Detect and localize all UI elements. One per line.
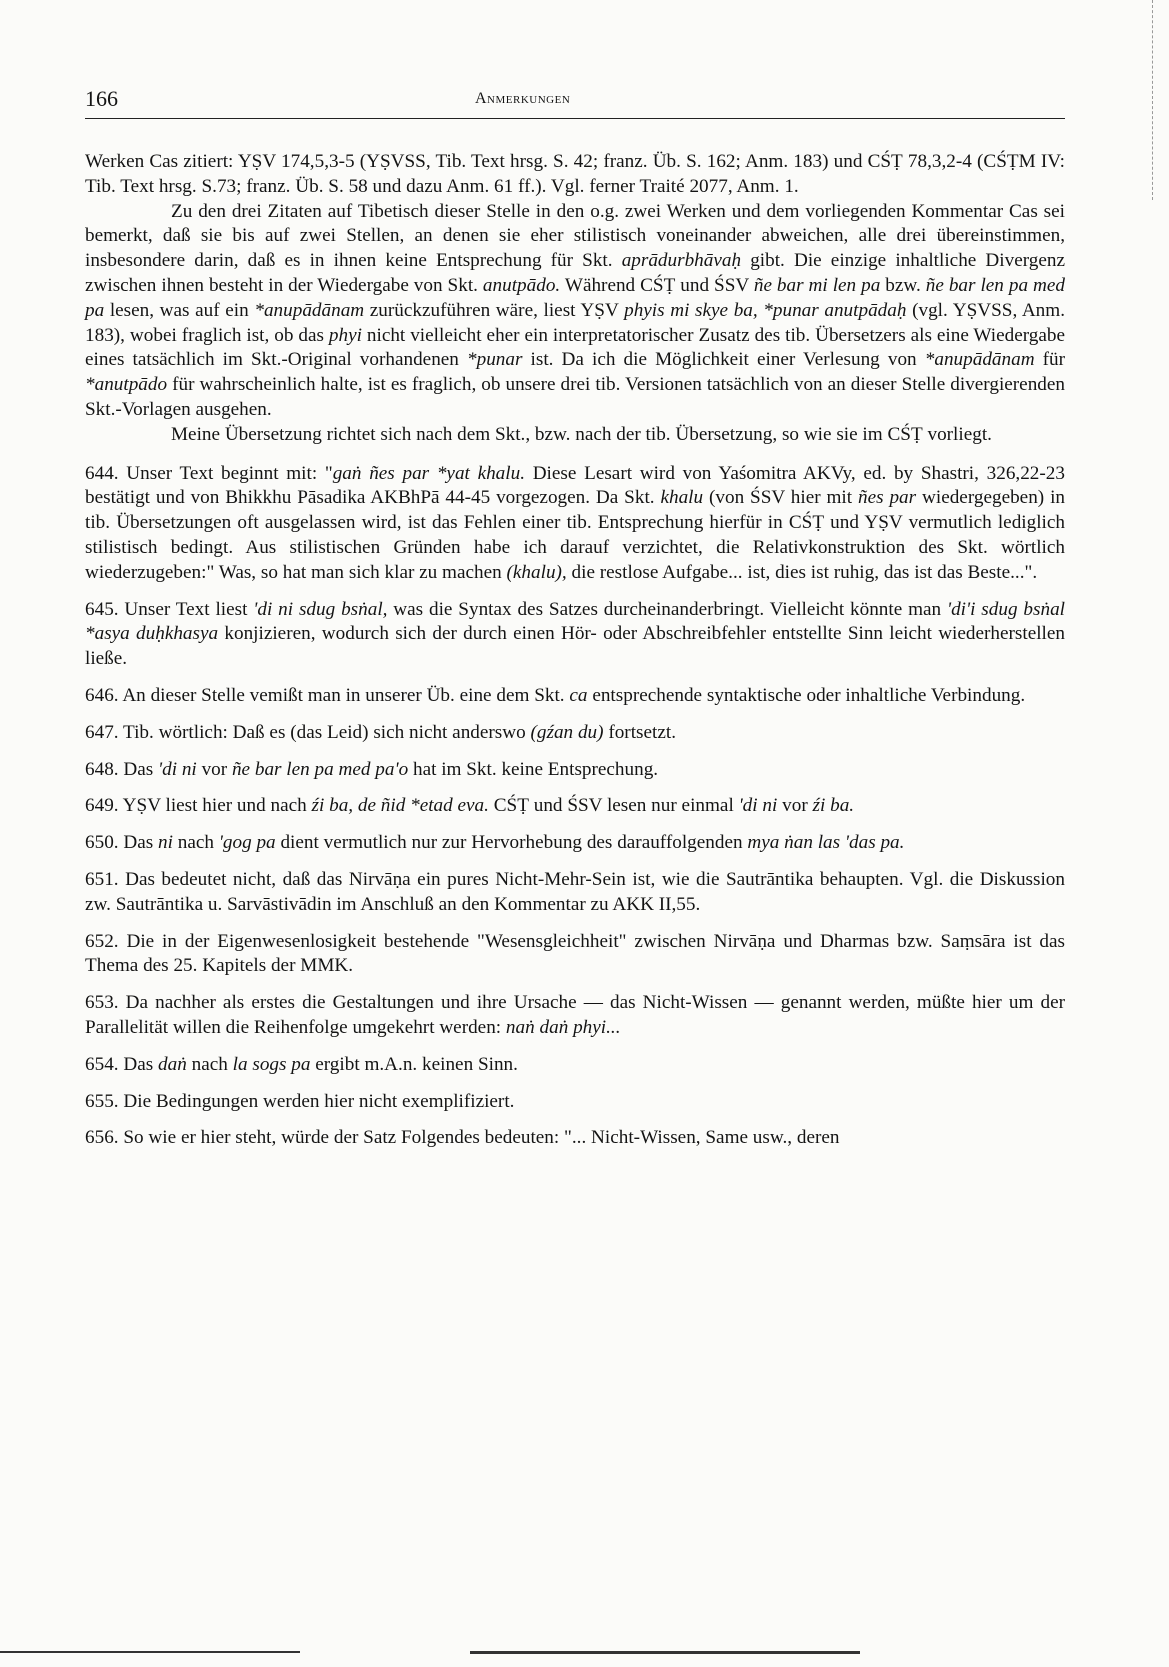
italic-term: daṅ	[158, 1053, 187, 1075]
text-run: Während CŚṬ und ŚSV	[560, 274, 754, 296]
italic-term: 'di'i sdug bsṅal *asya duḥkhasya	[85, 598, 1065, 645]
italic-term: naṅ daṅ phyi...	[505, 1016, 621, 1038]
text-run: 654. Das	[85, 1053, 159, 1075]
italic-term: mya ṅan las 'das pa.	[747, 832, 905, 854]
paragraph	[85, 200, 1065, 423]
text-run: 650. Das	[85, 832, 159, 854]
paragraph	[85, 930, 1065, 980]
italic-term: anutpādo.	[482, 274, 561, 296]
text-run: CŚṬ und ŚSV lesen nur einmal	[488, 795, 739, 817]
text-run: 655. Die Bedingungen werden hier nicht exemplifiziert.	[85, 1090, 515, 1112]
italic-term: *punar	[467, 349, 523, 371]
text-run: 647. Tib. wörtlich: Daß es (das Leid) sich nicht anderswo	[85, 721, 531, 743]
text-run: was die Syntax des Satzes durcheinanderbringt. Vielleicht könnte man	[387, 598, 947, 620]
text-run: Meine Übersetzung richtet sich nach dem Skt., bzw. nach der tib. Übersetzung, so wie sie im CŚṬ vorliegt.	[171, 423, 992, 445]
text-run: wiedergegeben) in tib. Übersetzungen oft ausgelassen wird, ist das Fehlen einer tib. Entsprechung hierfür in CŚṬ und YṢV vermutlich lediglich stilistisch bedingt. Aus stilistischen Gründen habe ich darauf verzichtet, die Relativkonstruktion des Skt. wörtlich wiederzugeben:" Was, so hat man sich klar zu machen	[85, 487, 1065, 583]
text-run: 652. Die in der Eigenwesenlosigkeit bestehende "Wesensgleichheit" zwischen Nirvāṇa und Dharmas bzw. Saṃsāra ist das Thema des 25. Kapitels der MMK.	[85, 930, 1065, 977]
paragraph	[85, 598, 1065, 672]
text-run: hat im Skt. keine Entsprechung.	[408, 758, 659, 780]
text-run: die restlose Aufgabe... ist, dies ist ruhig, das ist das Beste...".	[566, 561, 1038, 583]
text-run: für wahrscheinlich halte, ist es fraglich, ob unsere drei tib. Versionen tatsächlich von an dieser Stelle divergierenden Skt.-Vorlagen ausgehen.	[85, 374, 1065, 420]
paragraph	[85, 831, 1065, 856]
paragraph	[85, 868, 1065, 918]
page-header	[85, 82, 1065, 119]
italic-term: *anupādānam	[924, 349, 1035, 371]
italic-term: źi ba, de ñid *etad eva.	[311, 795, 489, 817]
italic-term: aprādurbhāvaḥ	[621, 250, 742, 272]
italic-term: phyi	[328, 324, 362, 346]
italic-term: (gźan du)	[530, 721, 604, 743]
italic-term: (khalu),	[506, 561, 567, 583]
italic-term: ñe bar mi len pa	[753, 274, 881, 296]
italic-term: gaṅ ñes par *yat khalu.	[332, 462, 525, 484]
page-number: 166	[85, 86, 118, 111]
text-run: gibt. Die einzige inhaltliche Divergenz zwischen ihnen besteht in der Wiedergabe von Skt.	[85, 250, 1065, 296]
text-run: nach	[186, 1053, 233, 1075]
italic-term: ni	[158, 832, 173, 854]
paragraph	[85, 794, 1065, 819]
running-head: Anmerkungen	[475, 90, 571, 107]
paragraph	[85, 423, 1065, 448]
text-run: ist. Da ich die Möglichkeit einer Verlesung von	[522, 349, 925, 371]
page-body	[85, 150, 1065, 1151]
text-run: ergibt m.A.n. keinen Sinn.	[310, 1053, 518, 1075]
text-run: 656. So wie er hier steht, würde der Satz Folgendes bedeuten: "... Nicht-Wissen, Same usw., deren	[85, 1127, 840, 1149]
italic-term: *anupādānam	[254, 299, 365, 321]
text-run: vor	[196, 758, 232, 780]
text-run: 645. Unser Text liest	[85, 598, 254, 620]
italic-term: *anutpādo	[85, 374, 168, 396]
text-run: Zu den drei Zitaten auf Tibetisch dieser Stelle in den o.g. zwei Werken und dem vorliegenden Kommentar Cas sei bemerkt, daß sie bis auf zwei Stellen, an denen sie eher stilistisch voneinander abweichen, alle drei übereinstimmen, insbesondere darin, daß es in ihnen keine Entsprechung für Skt.	[85, 200, 1065, 272]
paragraph	[85, 1053, 1065, 1078]
text-run: nicht vielleicht eher ein interpretatorischer Zusatz des tib. Übersetzers als eine Wiedergabe eines tatsächlich im Skt.-Original vorhandenen	[85, 324, 1065, 371]
text-run: bzw.	[880, 274, 926, 296]
italic-term: ñe bar len pa med pa	[85, 274, 1065, 321]
italic-term: 'di ni sdug bsṅal,	[253, 598, 388, 620]
italic-term: ca	[569, 684, 588, 706]
italic-term: 'di ni	[158, 758, 197, 780]
paragraph	[85, 150, 1065, 200]
footer-rule	[0, 1651, 300, 1653]
italic-term: ñes par	[858, 487, 917, 509]
paragraph	[85, 462, 1065, 586]
paragraph	[85, 1126, 1065, 1151]
text-run: entsprechende syntaktische oder inhaltliche Verbindung.	[587, 684, 1026, 706]
italic-term: khalu	[660, 487, 704, 509]
text-run: zurückzuführen wäre, liest YṢV	[364, 299, 625, 321]
text-run: 648. Das	[85, 758, 159, 780]
italic-term: phyis mi skye ba, *punar anutpādaḥ	[624, 299, 907, 321]
italic-term: 'di ni	[738, 795, 778, 817]
text-run: 651. Das bedeutet nicht, daß das Nirvāṇa ein pures Nicht-Mehr-Sein ist, wie die Sautrāntika behaupten. Vgl. die Diskussion zw. Sautrāntika u. Sarvāstivādin im Anschluß an den Kommentar zu AKK II,55.	[85, 868, 1065, 915]
text-run: nach	[172, 832, 219, 854]
text-run: fortsetzt.	[603, 721, 676, 743]
italic-term: źi ba.	[812, 795, 855, 817]
paragraph	[85, 684, 1065, 709]
text-run: konjizieren, wodurch sich der durch einen Hör- oder Abschreibfehler entstellte Sinn leicht wiederherstellen ließe.	[85, 623, 1065, 670]
footer-rule	[470, 1651, 860, 1654]
italic-term: la sogs pa	[232, 1053, 311, 1075]
text-run: 644. Unser Text beginnt mit: "	[85, 462, 333, 484]
text-run: (von ŚSV hier mit	[703, 487, 858, 509]
text-run: 653. Da nachher als erstes die Gestaltungen und ihre Ursache — das Nicht-Wissen — genannt werden, müßte hier um der Parallelität willen die Reihenfolge umgekehrt werden:	[85, 992, 1065, 1038]
paragraph	[85, 1090, 1065, 1115]
text-run: dient vermutlich nur zur Hervorhebung des darauffolgenden	[275, 832, 748, 854]
text-run: vor	[777, 795, 813, 817]
text-run: für	[1034, 349, 1066, 371]
paragraph	[85, 758, 1065, 783]
text-run: (vgl. YṢVSS, Anm. 183), wobei fraglich ist, ob das	[85, 299, 1065, 346]
paragraph	[85, 721, 1065, 746]
text-run: 649. YṢV liest hier und nach	[85, 795, 312, 817]
italic-term: 'gog pa	[218, 832, 276, 854]
scan-edge-mark	[1152, 0, 1155, 200]
text-run: 646. An dieser Stelle vemißt man in unserer Üb. eine dem Skt.	[85, 684, 570, 706]
text-run: Werken Cas zitiert: YṢV 174,5,3-5 (YṢVSS, Tib. Text hrsg. S. 42; franz. Üb. S. 162; Anm. 183) und CŚṬ 78,3,2-4 (CŚṬM IV: Tib. Text hrsg. S.73; franz. Üb. S. 58 und dazu Anm. 61 ff.). Vgl. ferner Traité 2077, Anm. 1.	[85, 151, 1065, 197]
italic-term: ñe bar len pa med pa'o	[231, 758, 409, 780]
text-run: lesen, was auf ein	[104, 299, 255, 321]
text-run: Diese Lesart wird von Yaśomitra AKVy, ed. by Shastri, 326,22-23 bestätigt und von Bhikkhu Pāsadika AKBhPā 44-45 vorgezogen. Da Skt.	[85, 462, 1065, 509]
paragraph	[85, 991, 1065, 1041]
